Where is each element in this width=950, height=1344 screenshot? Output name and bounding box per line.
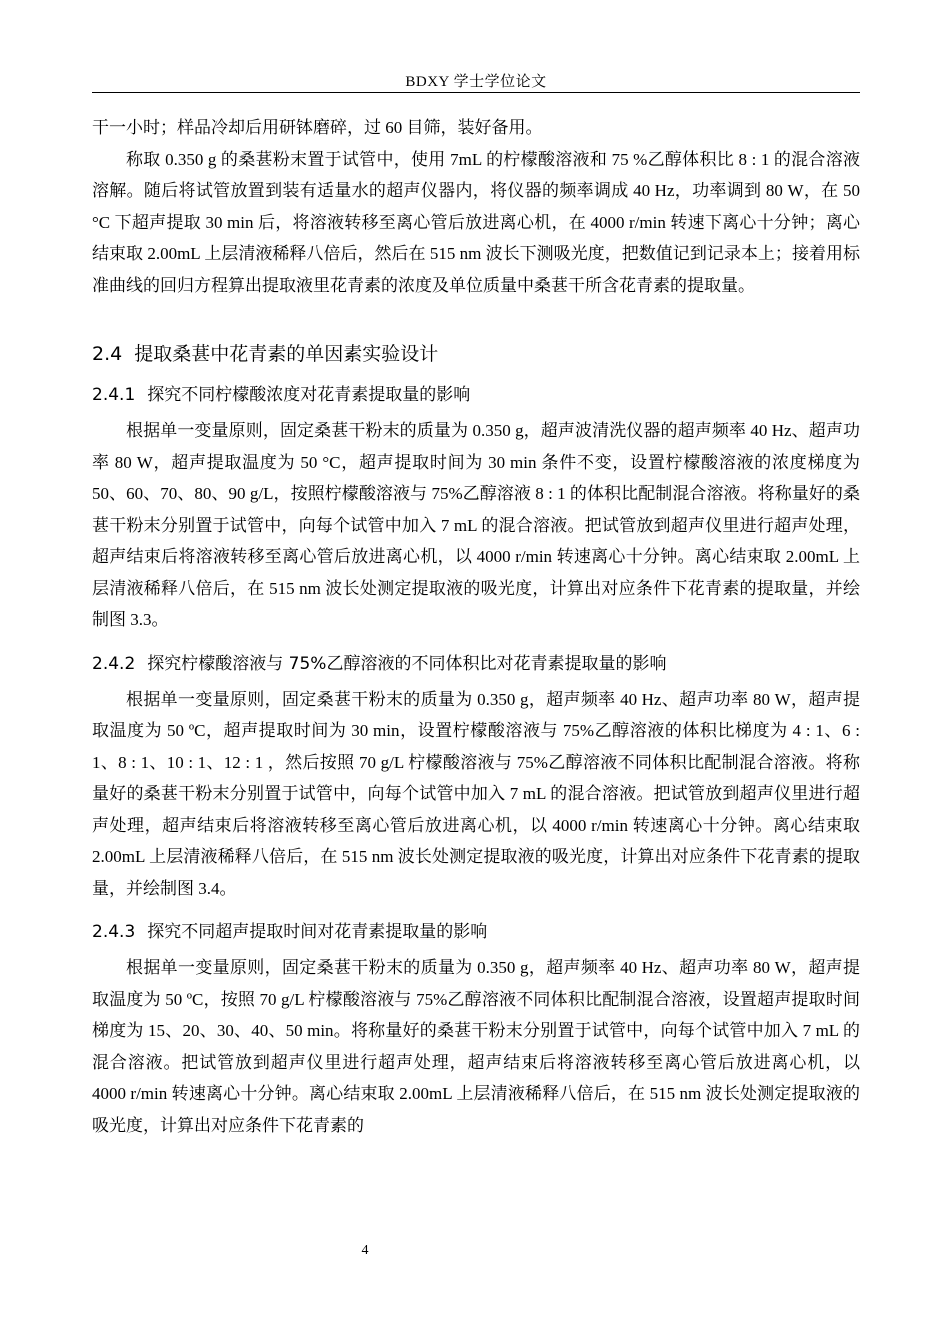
- subsection-title: 探究柠檬酸溶液与 75%乙醇溶液的不同体积比对花青素提取量的影响: [147, 653, 667, 674]
- header-rule: [92, 92, 860, 93]
- page-body: [92, 112, 860, 1141]
- section-number: 2.4: [92, 343, 123, 365]
- subsection-number: 2.4.1: [92, 385, 136, 405]
- paragraph-2-4-1: 根据单一变量原则，固定桑葚干粉末的质量为 0.350 g，超声波清洗仪器的超声频率 40 Hz、超声功率 80 W，超声提取温度为 50 °C，超声提取时间为 30 min 条件不变，设置柠檬酸溶液的浓度梯度为 50、60、70、80、90 g/L，按照柠檬酸溶液与 75%乙醇溶液 8 : 1 的体积比配制混合溶液。将称量好的桑葚干粉末分别置于试管中，向每个试管中加入 7 mL 的混合溶液。把试管放到超声仪里进行超声处理，超声结束后将溶液转移至离心管后放进离心机，以 4000 r/min 转速离心十分钟。离心结束取 2.00mL 上层清液稀释八倍后，在 515 nm 波长处测定提取液的吸光度，计算出对应条件下花青素的提取量，并绘制图 3.3。: [92, 421, 860, 629]
- subsection-title: 探究不同柠檬酸浓度对花青素提取量的影响: [147, 385, 471, 405]
- paragraph-continued: 干一小时；样品冷却后用研钵磨碎，过 60 目筛，装好备用。: [92, 118, 543, 137]
- page-number: 4: [361, 1243, 369, 1258]
- paragraph-2-4-2: 根据单一变量原则，固定桑葚干粉末的质量为 0.350 g，超声频率 40 Hz、超声功率 80 W，超声提取温度为 50 ºC，超声提取时间为 30 min，设置柠檬酸溶液与 75%乙醇溶液的体积比梯度为 4 : 1、6 : 1、8 : 1、10 : 1、12 : 1 ，然后按照 70 g/L 柠檬酸溶液与 75%乙醇溶液不同体积比配制混合溶液。将称量好的桑葚干粉末分别置于试管中，向每个试管中加入 7 mL 的混合溶液。把试管放到超声仪里进行超声处理，超声结束后将溶液转移至离心管后放进离心机，以 4000 r/min 转速离心十分钟。离心结束取 2.00mL 上层清液稀释八倍后，在 515 nm 波长处测定提取液的吸光度，计算出对应条件下花青素的提取量，并绘制图 3.4。: [92, 689, 860, 898]
- subsection-heading-2-4-2: [92, 648, 860, 680]
- subsection-heading-2-4-3: [92, 916, 860, 948]
- subsection-number: 2.4.2: [92, 653, 136, 674]
- section-title: 提取桑葚中花青素的单因素实验设计: [134, 343, 439, 365]
- section-heading-2-4: [92, 337, 860, 371]
- subsection-title: 探究不同超声提取时间对花青素提取量的影响: [147, 922, 488, 942]
- subsection-heading-2-4-1: [92, 379, 860, 411]
- paragraph-2-4-3: 根据单一变量原则，固定桑葚干粉末的质量为 0.350 g，超声频率 40 Hz、超声功率 80 W，超声提取温度为 50 ºC，按照 70 g/L 柠檬酸溶液与 75%乙醇溶液不同体积比配制混合溶液，设置超声提取时间梯度为 15、20、30、40、50 min。将称量好的桑葚干粉末分别置于试管中，向每个试管中加入 7 mL 的混合溶液。把试管放到超声仪里进行超声处理，超声结束后将溶液转移至离心管后放进离心机，以 4000 r/min 转速离心十分钟。离心结束取 2.00mL 上层清液稀释八倍后，在 515 nm 波长处测定提取液的吸光度，计算出对应条件下花青素的: [92, 958, 860, 1135]
- running-header: BDXY 学士学位论文: [405, 74, 547, 90]
- paragraph-sample-procedure: 称取 0.350 g 的桑葚粉末置于试管中，使用 7mL 的柠檬酸溶液和 75 %乙醇体积比 8 : 1 的混合溶液溶解。随后将试管放置到装有适量水的超声仪器内，将仪器的频率调成 40 Hz，功率调到 80 W，在 50 °C 下超声提取 30 min 后，将溶液转移至离心管后放进离心机，在 4000 r/min 转速下离心十分钟；离心结束取 2.00mL 上层清液稀释八倍后，然后在 515 nm 波长下测吸光度，把数值记到记录本上；接着用标准曲线的回归方程算出提取液里花青素的浓度及单位质量中桑葚干所含花青素的提取量。: [92, 149, 860, 295]
- subsection-number: 2.4.3: [92, 922, 136, 942]
